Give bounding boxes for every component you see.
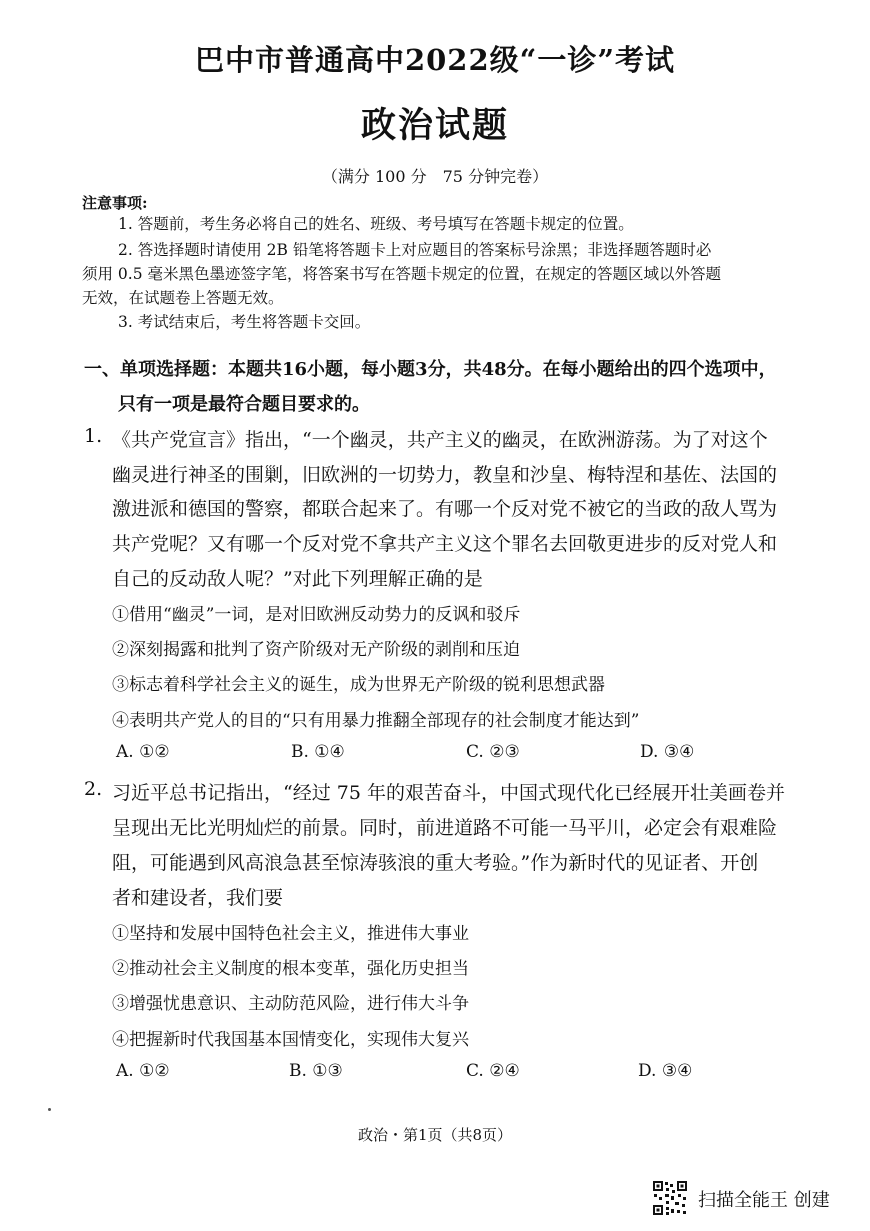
statement: ①坚持和发展中国特色社会主义，推进伟大事业 bbox=[112, 924, 469, 944]
scanner-label: 扫描全能王 创建 bbox=[698, 1190, 830, 1211]
question-text: 阻，可能遇到风高浪急甚至惊涛骇浪的重大考验。”作为新时代的见证者、开创 bbox=[112, 852, 759, 874]
choice-c: C. ②③ bbox=[466, 742, 520, 762]
notes-heading: 注意事项: bbox=[82, 194, 148, 212]
statement: ④表明共产党人的目的“只有用暴力推翻全部现存的社会制度才能达到” bbox=[112, 711, 640, 731]
question-number: 1. bbox=[84, 425, 103, 447]
statement: ①借用“幽灵”一词，是对旧欧洲反动势力的反讽和驳斥 bbox=[112, 605, 521, 625]
question-text: 《共产党宣言》指出，“一个幽灵，共产主义的幽灵，在欧洲游荡。为了对这个 bbox=[112, 429, 768, 451]
question-text: 自己的反动敌人呢？”对此下列理解正确的是 bbox=[112, 568, 483, 590]
qr-code-icon bbox=[652, 1180, 688, 1216]
statement: ②推动社会主义制度的根本变革，强化历史担当 bbox=[112, 959, 469, 979]
choice-a: A. ①② bbox=[116, 742, 170, 762]
section-heading-cont: 只有一项是最符合题目要求的。 bbox=[118, 394, 370, 415]
subject-title: 政治试题 bbox=[360, 105, 509, 146]
exam-meta: （满分 100 分 75 分钟完卷） bbox=[321, 167, 549, 186]
choice-b: B. ①④ bbox=[291, 742, 345, 762]
question-text: 习近平总书记指出，“经过 75 年的艰苦奋斗，中国式现代化已经展开壮美画卷并 bbox=[112, 782, 785, 804]
question-text: 呈现出无比光明灿烂的前景。同时，前进道路不可能一马平川，必定会有艰难险 bbox=[112, 817, 778, 839]
note-line: 无效，在试题卷上答题无效。 bbox=[82, 289, 284, 307]
section-heading: 一、单项选择题：本题共16小题，每小题3分，共48分。在每小题给出的四个选项中， bbox=[84, 359, 777, 380]
page-footer: 政治・第1页（共8页） bbox=[357, 1126, 513, 1144]
note-line: 1. 答题前，考生务必将自己的姓名、班级、考号填写在答题卡规定的位置。 bbox=[118, 215, 634, 233]
note-line: 2. 答选择题时请使用 2B 铅笔将答题卡上对应题目的答案标号涂黑；非选择题答题时必 bbox=[118, 241, 712, 259]
statement: ②深刻揭露和批判了资产阶级对无产阶级的剥削和压迫 bbox=[112, 640, 520, 660]
exam-title: 巴中市普通高中2022级“一诊”考试 bbox=[194, 43, 676, 77]
choice-a: A. ①② bbox=[116, 1061, 170, 1081]
choice-d: D. ③④ bbox=[640, 742, 695, 762]
scanner-badge bbox=[652, 1180, 862, 1216]
question-text: 激进派和德国的警察，都联合起来了。有哪一个反对党不被它的当政的敌人骂为 bbox=[112, 498, 778, 520]
note-line: 须用 0.5 毫米黑色墨迹签字笔，将答案书写在答题卡规定的位置，在规定的答题区域以外答题 bbox=[82, 265, 722, 283]
question-text: 幽灵进行神圣的围剿，旧欧洲的一切势力，教皇和沙皇、梅特涅和基佐、法国的 bbox=[112, 464, 778, 486]
statement: ③增强忧患意识、主动防范风险，进行伟大斗争 bbox=[112, 994, 469, 1014]
choice-c: C. ②④ bbox=[466, 1061, 520, 1081]
choice-d: D. ③④ bbox=[638, 1061, 693, 1081]
choice-b: B. ①③ bbox=[289, 1061, 343, 1081]
statement: ③标志着科学社会主义的诞生，成为世界无产阶级的锐利思想武器 bbox=[112, 675, 605, 695]
statement: ④把握新时代我国基本国情变化，实现伟大复兴 bbox=[112, 1030, 469, 1050]
scan-speck bbox=[48, 1108, 51, 1111]
question-text: 共产党呢？又有哪一个反对党不拿共产主义这个罪名去回敬更进步的反对党人和 bbox=[112, 533, 778, 555]
question-number: 2. bbox=[84, 778, 103, 800]
note-line: 3. 考试结束后，考生将答题卡交回。 bbox=[118, 313, 371, 331]
question-text: 者和建设者，我们要 bbox=[112, 887, 284, 909]
